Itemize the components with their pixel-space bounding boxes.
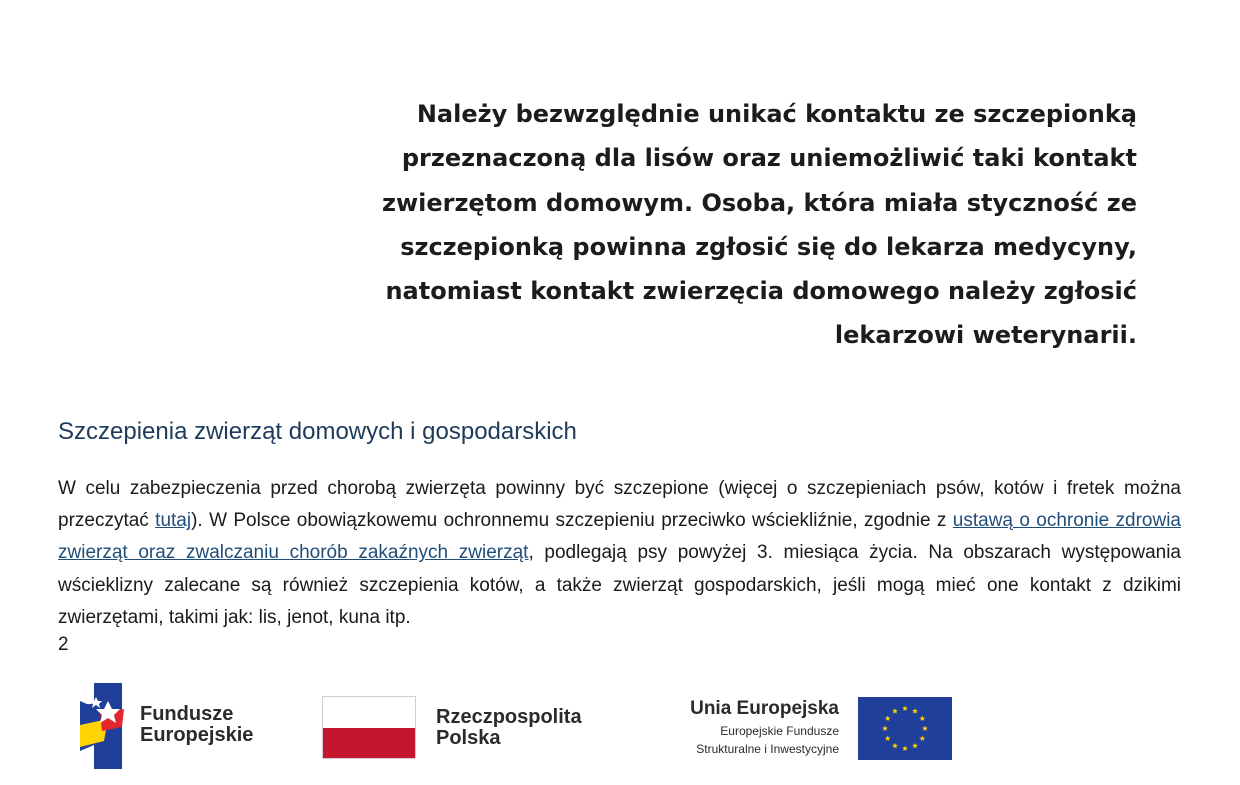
- logo-text-line: Fundusze: [140, 703, 234, 725]
- eu-star-icon: [919, 716, 925, 721]
- eu-star-icon: [885, 716, 891, 721]
- eu-star-icon: [882, 726, 888, 731]
- eu-stars-icon: [858, 697, 952, 760]
- section-heading: Szczepienia zwierząt domowych i gospodarskich: [58, 418, 577, 445]
- eu-star-icon: [912, 708, 918, 713]
- logo-text-line: Rzeczpospolita: [436, 706, 582, 728]
- eu-star-icon: [922, 726, 928, 731]
- callout-line: natomiast kontakt zwierzęcia domowego należy zgłosić: [385, 277, 1137, 306]
- eu-star-icon: [912, 743, 918, 748]
- eu-star-icon: [885, 736, 891, 741]
- link-ustawa[interactable]: ustawą o ochronie zdrowia zwierząt oraz zwalczaniu chorób zakaźnych zwierząt: [58, 510, 1181, 564]
- polish-flag-icon: [322, 696, 416, 759]
- rzeczpospolita-polska-logo: [322, 696, 602, 762]
- logo-title: Unia Europejska: [690, 698, 839, 719]
- eu-flag-icon: [858, 697, 952, 760]
- logo-subtitle: Europejskie Fundusze: [720, 724, 839, 738]
- rzeczpospolita-polska-text: [436, 707, 582, 749]
- callout-line: szczepionką powinna zgłosić się do lekarza medycyny,: [400, 232, 1137, 261]
- eu-star-icon: [902, 706, 908, 711]
- page-number: 2: [58, 634, 69, 655]
- callout-line: zwierzętom domowym. Osoba, która miała styczność ze: [381, 188, 1137, 217]
- warning-callout: [330, 92, 1137, 358]
- link-tutaj[interactable]: tutaj: [155, 510, 192, 532]
- paragraph-text: W celu zabezpieczenia przed chorobą zwierzęta powinny być szczepione (więcej o szczepieniach psów, kotów i fretek można przeczytać: [58, 478, 1181, 532]
- logo-subtitle: Strukturalne i Inwestycyjne: [696, 742, 839, 756]
- unia-europejska-logo: [652, 696, 952, 762]
- callout-line: przeznaczoną dla lisów oraz uniemożliwić taki kontakt: [401, 144, 1137, 173]
- logo-text-line: Polska: [436, 727, 501, 749]
- callout-line: lekarzowi weterynarii.: [834, 321, 1137, 350]
- unia-europejska-text: [690, 696, 839, 758]
- logo-text-line: Europejskie: [140, 724, 254, 746]
- paragraph-text: ). W Polsce obowiązkowemu ochronnemu szczepieniu przeciwko wściekliźnie, zgodnie z: [191, 510, 953, 532]
- body-paragraph: [58, 473, 1181, 634]
- fundusze-europejskie-logo: [78, 683, 268, 769]
- eu-star-icon: [919, 736, 925, 741]
- callout-line: Należy bezwzględnie unikać kontaktu ze szczepionką: [416, 100, 1137, 128]
- eu-star-icon: [892, 708, 898, 713]
- eu-star-icon: [902, 746, 908, 751]
- eu-star-icon: [892, 743, 898, 748]
- paragraph-text: , podlegają psy powyżej 3. miesiąca życia. Na obszarach występowania wścieklizny zalecane są również szczepienia kotów, a także zwierząt gospodarskich, jeśli mogą mieć one kontakt z dzikimi zwierzętami, takimi jak: lis, jenot, kuna itp.: [58, 542, 1182, 628]
- fundusze-europejskie-icon: [78, 683, 138, 769]
- fundusze-europejskie-text: [140, 704, 253, 746]
